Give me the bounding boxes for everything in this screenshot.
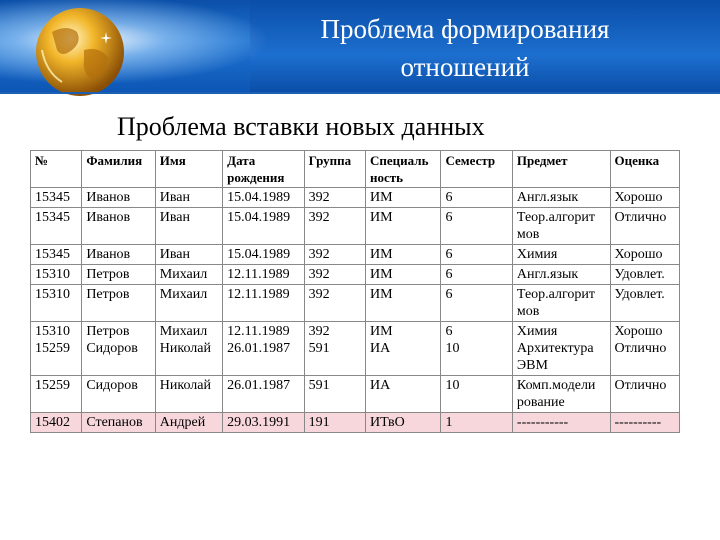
cell-group: 591 — [304, 376, 365, 413]
cell-surname: Петров — [82, 285, 155, 322]
cell-name: Иван — [155, 188, 222, 208]
header-number: № — [31, 151, 82, 188]
cell-semester: 10 — [441, 376, 512, 413]
cell-semester: 6 10 — [441, 322, 512, 376]
cell-number: 15345 — [31, 188, 82, 208]
cell-group: 392 — [304, 285, 365, 322]
cell-subject: Теор.алгорит мов — [512, 208, 610, 245]
header-surname: Фамилия — [82, 151, 155, 188]
table-row-new — [31, 413, 680, 433]
cell-group: 392 — [304, 208, 365, 245]
cell-number: 15345 — [31, 245, 82, 265]
cell-semester: 6 — [441, 245, 512, 265]
cell-birthdate: 12.11.1989 — [223, 285, 305, 322]
cell-surname: Сидоров — [82, 376, 155, 413]
table-header-row — [31, 151, 680, 188]
cell-name: Михаил — [155, 285, 222, 322]
cell-name: Андрей — [155, 413, 222, 433]
cell-specialty: ИМ — [366, 188, 441, 208]
data-table-container — [30, 150, 680, 433]
cell-surname: Иванов — [82, 188, 155, 208]
table-row — [31, 188, 680, 208]
cell-subject: Теор.алгорит мов — [512, 285, 610, 322]
cell-specialty: ИМ — [366, 265, 441, 285]
cell-birthdate: 29.03.1991 — [223, 413, 305, 433]
cell-surname: Петров Сидоров — [82, 322, 155, 376]
cell-group: 191 — [304, 413, 365, 433]
cell-birthdate: 15.04.1989 — [223, 245, 305, 265]
cell-name: Иван — [155, 245, 222, 265]
cell-name: Николай — [155, 376, 222, 413]
cell-number: 15259 — [31, 376, 82, 413]
cell-specialty: ИТвО — [366, 413, 441, 433]
cell-subject: Комп.модели рование — [512, 376, 610, 413]
cell-grade: Удовлет. — [610, 285, 679, 322]
header-divider — [0, 92, 720, 94]
cell-number: 15310 15259 — [31, 322, 82, 376]
cell-subject: Химия Архитектура ЭВМ — [512, 322, 610, 376]
cell-number: 15402 — [31, 413, 82, 433]
cell-birthdate: 15.04.1989 — [223, 208, 305, 245]
cell-specialty: ИМ — [366, 245, 441, 265]
cell-surname: Иванов — [82, 245, 155, 265]
cell-subject: Англ.язык — [512, 188, 610, 208]
table-row — [31, 376, 680, 413]
cell-birthdate: 26.01.1987 — [223, 376, 305, 413]
globe-logo-icon — [22, 2, 138, 98]
cell-subject: Англ.язык — [512, 265, 610, 285]
cell-birthdate: 15.04.1989 — [223, 188, 305, 208]
slide-title: Проблема формирования отношений — [320, 14, 610, 82]
cell-birthdate: 12.11.1989 — [223, 265, 305, 285]
cell-name: Иван — [155, 208, 222, 245]
cell-number: 15310 — [31, 285, 82, 322]
cell-number: 15345 — [31, 208, 82, 245]
data-table — [30, 150, 680, 433]
cell-name: Михаил Николай — [155, 322, 222, 376]
cell-grade: Отлично — [610, 208, 679, 245]
cell-specialty: ИМ — [366, 208, 441, 245]
cell-grade: Отлично — [610, 376, 679, 413]
cell-surname: Степанов — [82, 413, 155, 433]
cell-subject: Химия — [512, 245, 610, 265]
cell-group: 392 591 — [304, 322, 365, 376]
sparkle-icon — [100, 32, 112, 44]
cell-group: 392 — [304, 265, 365, 285]
header-name: Имя — [155, 151, 222, 188]
cell-surname: Петров — [82, 265, 155, 285]
cell-grade: ---------- — [610, 413, 679, 433]
slide-subtitle: Проблема вставки новых данных — [117, 112, 485, 141]
header-semester: Семестр — [441, 151, 512, 188]
table-row — [31, 322, 680, 376]
cell-birthdate: 12.11.1989 26.01.1987 — [223, 322, 305, 376]
header-grade: Оценка — [610, 151, 679, 188]
cell-subject: ----------- — [512, 413, 610, 433]
table-row — [31, 245, 680, 265]
cell-semester: 1 — [441, 413, 512, 433]
table-row — [31, 285, 680, 322]
cell-semester: 6 — [441, 208, 512, 245]
cell-name: Михаил — [155, 265, 222, 285]
cell-group: 392 — [304, 245, 365, 265]
cell-surname: Иванов — [82, 208, 155, 245]
header-group: Группа — [304, 151, 365, 188]
cell-number: 15310 — [31, 265, 82, 285]
table-row — [31, 208, 680, 245]
cell-grade: Хорошо Отлично — [610, 322, 679, 376]
cell-specialty: ИА — [366, 376, 441, 413]
table-row — [31, 265, 680, 285]
cell-semester: 6 — [441, 265, 512, 285]
cell-grade: Удовлет. — [610, 265, 679, 285]
cell-specialty: ИМ ИА — [366, 322, 441, 376]
header-birthdate: Дата рождения — [223, 151, 305, 188]
cell-specialty: ИМ — [366, 285, 441, 322]
cell-semester: 6 — [441, 188, 512, 208]
cell-semester: 6 — [441, 285, 512, 322]
header-subject: Предмет — [512, 151, 610, 188]
header-specialty: Специаль ность — [366, 151, 441, 188]
cell-grade: Хорошо — [610, 245, 679, 265]
cell-group: 392 — [304, 188, 365, 208]
cell-grade: Хорошо — [610, 188, 679, 208]
